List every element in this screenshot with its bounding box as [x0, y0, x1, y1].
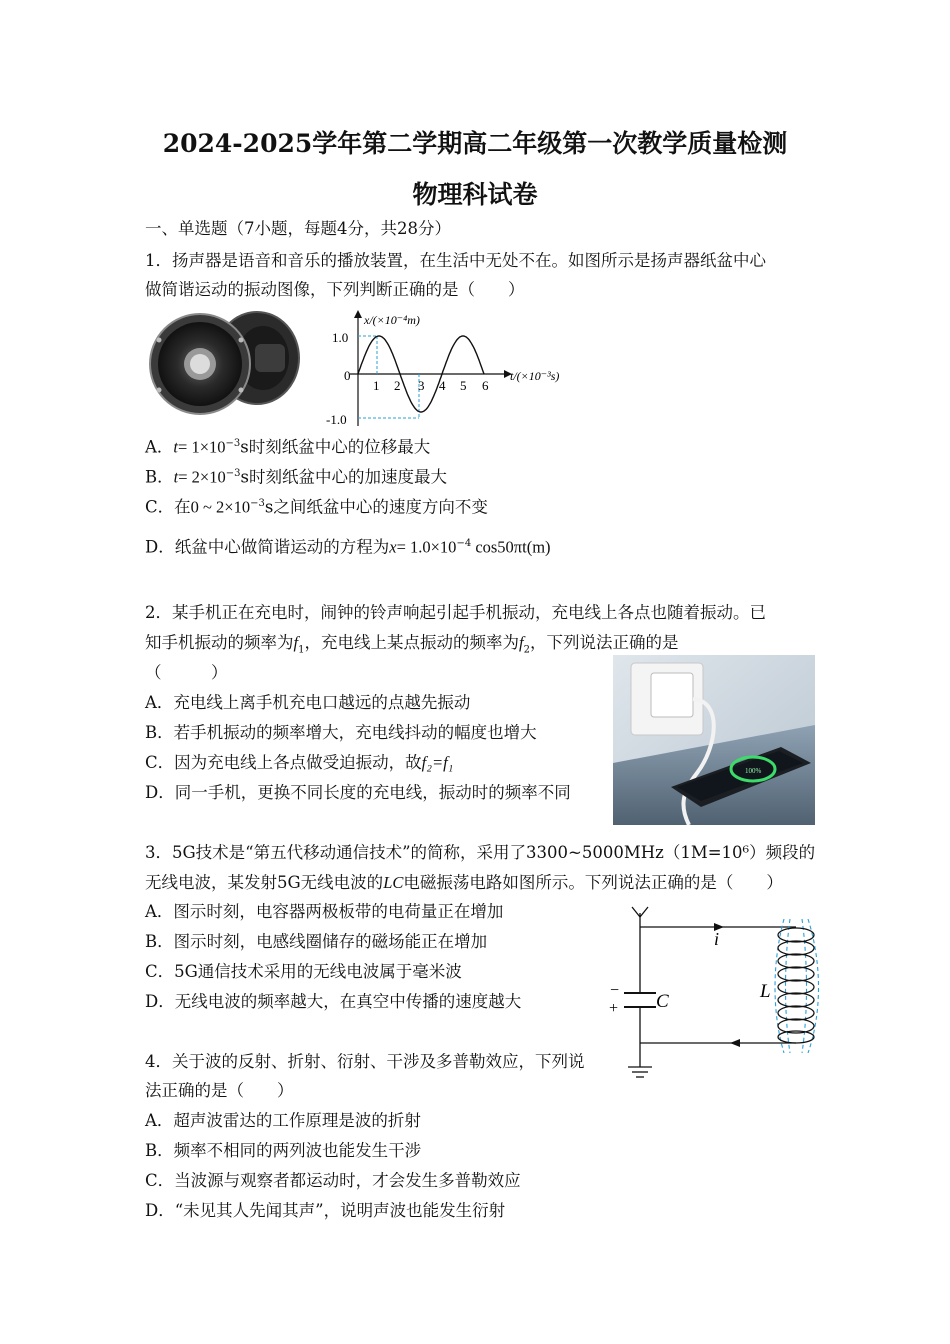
inductor-label: L — [760, 981, 771, 1002]
y-axis-label: x/(×10⁻⁴m) — [364, 313, 420, 327]
q2-option-c[interactable]: C．因为充电线上各点做受迫振动，故f₂=f₁ — [145, 753, 454, 772]
q4-option-a[interactable]: A．超声波雷达的工作原理是波的折射 — [145, 1111, 421, 1130]
current-label: i — [714, 929, 720, 949]
x-tick-5: 5 — [460, 378, 467, 393]
capacitor-minus: − — [610, 982, 620, 999]
q2-stem-line1: 2．某手机正在充电时，闹钟的铃声响起引起手机振动，充电线上各点也随着振动。已 — [145, 603, 766, 622]
speaker-image — [145, 306, 305, 418]
capacitor-label: C — [656, 991, 669, 1012]
q2-stem-line3: （ ） — [145, 663, 228, 682]
q4-option-b[interactable]: B．频率不相同的两列波也能发生干涉 — [145, 1141, 422, 1160]
q1-option-a[interactable]: A．$t= 1\times 10^{-3}s$时刻纸盆中心的位移最大 — [145, 437, 431, 457]
q2-option-b[interactable]: B．若手机振动的频率增大，充电线抖动的幅度也增大 — [145, 723, 537, 742]
q1-option-b[interactable]: B．$t= 2\times 10^{-3}s$时刻纸盆中心的加速度最大 — [145, 467, 447, 487]
q2-option-a[interactable]: A．充电线上离手机充电口越远的点越先振动 — [145, 693, 471, 712]
q4-option-c[interactable]: C．当波源与观察者都运动时，才会发生多普勒效应 — [145, 1171, 521, 1190]
x-tick-3: 3 — [418, 378, 425, 393]
q1-stem-line1: 1．扬声器是语音和音乐的播放装置，在生活中无处不在。如图所示是扬声器纸盆中心 — [145, 251, 766, 270]
page-subtitle: 物理科试卷 — [412, 180, 538, 209]
x-tick-2: 2 — [394, 378, 401, 393]
inductor-coil — [778, 928, 814, 1043]
vibration-graph — [320, 308, 580, 430]
current-arrow-bottom — [730, 1039, 740, 1047]
q4-stem-line1: 4．关于波的反射、折射、衍射、干涉及多普勒效应，下列说 — [145, 1052, 585, 1071]
x-tick-6: 6 — [482, 378, 489, 393]
y-tick-top: 1.0 — [332, 330, 349, 345]
q1-option-c[interactable]: C．在0 ~ $2\times 10^{-3}s$之间纸盆中心的速度方向不变 — [145, 497, 488, 517]
section-heading: 一、单选题（7小题，每题4分，共28分） — [145, 219, 451, 238]
y-tick-origin: 0 — [344, 368, 351, 383]
q1-option-d[interactable]: D．纸盆中心做简谐运动的方程为$x= 1.0\times 10^{-4}$ cos50πt(m) — [145, 537, 551, 557]
q3-stem-line1: 3．5G技术是“第五代移动通信技术”的简称，采用了3300~5000MHz（1M=10⁶）频段的 — [145, 843, 816, 862]
phone-charging-image — [613, 655, 815, 825]
y-tick-bottom: -1.0 — [326, 412, 347, 427]
capacitor-plus: + — [609, 1000, 619, 1017]
q1-stem-line2: 做简谐运动的振动图像，下列判断正确的是（ ） — [145, 280, 525, 299]
q3-option-b[interactable]: B．图示时刻，电感线圈储存的磁场能正在增加 — [145, 932, 488, 951]
q3-option-a[interactable]: A．图示时刻，电容器两极板带的电荷量正在增加 — [145, 902, 504, 921]
x-axis-label: t/(×10⁻³s) — [510, 369, 560, 383]
page-title: 2024-2025学年第二学期高二年级第一次教学质量检测 — [162, 129, 788, 158]
y-axis-arrow — [354, 310, 362, 318]
q4-stem-line2: 法正确的是（ ） — [145, 1081, 294, 1100]
q3-stem-line2: 无线电波，某发射5G无线电波的LC电磁振荡电路如图所示。下列说法正确的是（ ） — [145, 873, 783, 892]
lc-circuit-diagram — [600, 903, 830, 1093]
q2-option-d[interactable]: D．同一手机，更换不同长度的充电线，振动时的频率不同 — [145, 783, 571, 802]
x-tick-4: 4 — [439, 378, 446, 393]
x-tick-1: 1 — [373, 378, 380, 393]
svg-text:100%: 100% — [745, 767, 762, 775]
q4-option-d[interactable]: D．“未见其人先闻其声”，说明声波也能发生衍射 — [145, 1201, 506, 1220]
q3-option-c[interactable]: C．5G通信技术采用的无线电波属于毫米波 — [145, 962, 462, 981]
q3-option-d[interactable]: D．无线电波的频率越大，在真空中传播的速度越大 — [145, 992, 522, 1011]
q2-stem-line2: 知手机振动的频率为$f_1$，充电线上某点振动的频率为$f_2$，下列说法正确的是 — [145, 633, 679, 656]
